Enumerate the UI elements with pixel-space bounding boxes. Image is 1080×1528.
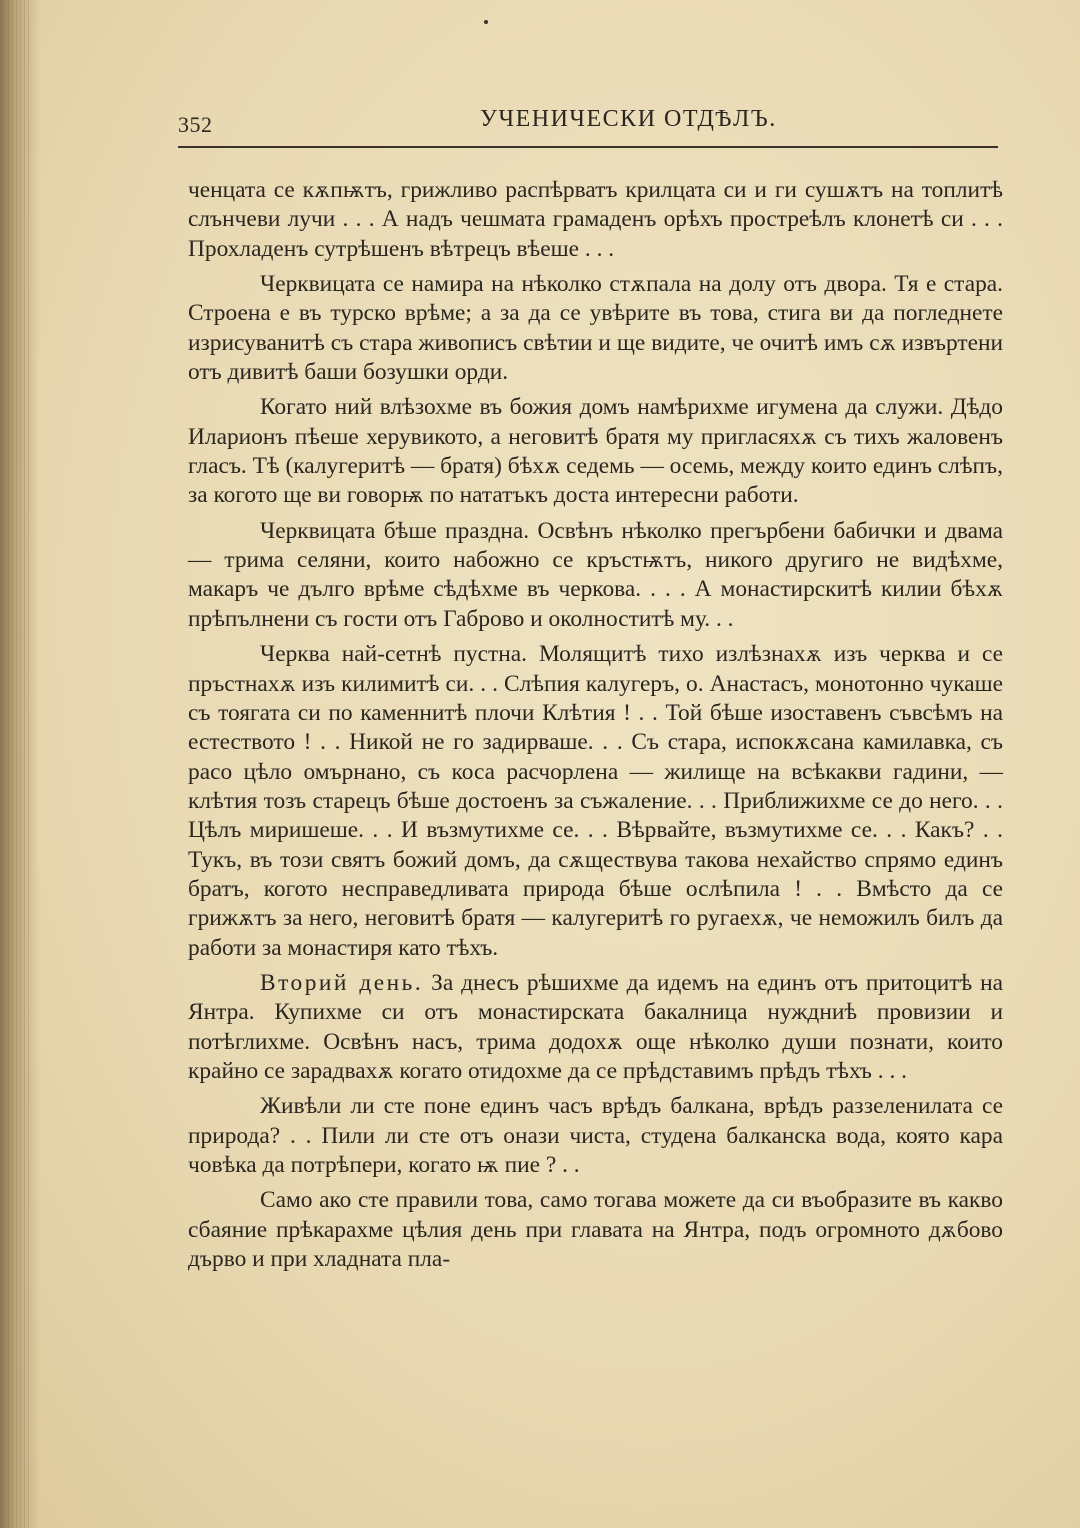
paragraph: Когато ний влѣзохме въ божия домъ намѣрихме игумена да служи. Дѣдо Иларионъ пѣеше херувикото, а неговитѣ братя му пригласяхѫ съ тихъ жаловенъ гласъ. Тѣ (калугеритѣ — братя) бѣхѫ седемь — осемь, между които единъ слѣпъ, за когото ще ви говорѭ по нататъкъ доста интересни работи.	[188, 394, 1003, 509]
section-text: За днесъ рѣшихме да идемъ на единъ отъ притоцитѣ на Янтра. Купихме си отъ монастирската бакалница нуждниѣ провизии и потѣглихме. Освѣнъ насъ, трима додохѫ още нѣколко души познати, които крайно се зарадвахѫ когато отидохме да се прѣдставимъ прѣдъ тѣхъ . . .	[188, 969, 1004, 1084]
running-title: УЧЕНИЧЕСКИ ОТДѢЛЪ.	[480, 106, 777, 132]
paragraph-section	[188, 969, 1003, 1086]
paragraph: Черква най-сетнѣ пустна. Молящитѣ тихо излѣзнахѫ изъ черква и се пръстнахѫ изъ килимитѣ си. . . Слѣпия калугеръ, о. Анастасъ, монотонно чукаше съ тоягата си по каменнитѣ плочи Клѣтия ! . . Той бѣше изоставенъ съвсѣмъ на естеството ! . . Никой не го задирваше. . . Съ стара, испокѫсана камилавка, съ расо цѣло омърнано, съ коса расчорлена — жилище на всѣкакви гадини, — клѣтия тозъ старецъ бѣше достоенъ за съжаление. . . Приближихме се до него. . . Цѣлъ миришеше. . . И възмутихме се. . . Вѣрвайте, възмутихме се. . . Какъ? . . Тукъ, въ този святъ божий домъ, да сѫществува такова нехайство спрямо единъ братъ, когото несправедливата природа бѣше ослѣпила ! . . Вмѣсто да се грижѫтъ за него, неговитѣ братя — калугеритѣ го ругаехѫ, че неможилъ билъ да работи за монастиря като тѣхъ.	[188, 641, 1003, 961]
body-text	[188, 176, 1003, 1280]
paragraph: Само ако сте правили това, само тогава можете да си въобразите въ какво сбаяние прѣкарахме цѣлия день при главата на Янтра, подъ огромното дѫбово дърво и при хладната пла-	[188, 1187, 1003, 1273]
page-header	[178, 106, 998, 146]
paragraph: Черквицата се намира на нѣколко стѫпала на долу отъ двора. Тя е стара. Строена е въ турско врѣме; а за да се увѣрите въ това, стига ви да погледнете изрисуванитѣ съ стара живописъ свѣтии и ще видите, че очитѣ имъ сѫ извъртени отъ дивитѣ баши бозушки орди.	[188, 271, 1003, 386]
print-speck	[484, 20, 488, 24]
section-lead: Вторий день.	[260, 969, 424, 996]
page-number: 352	[178, 112, 213, 137]
page-edge-lines	[8, 0, 32, 1528]
paragraph: ченцата се кѫпѭтъ, грижливо распѣрватъ крилцата си и ги сушѫтъ на топлитѣ слънчеви лучи . . . А надъ чешмата грамаденъ орѣхъ простреѣлъ клонетѣ си . . . Прохладенъ сутрѣшенъ вѣтрецъ вѣеше . . .	[188, 177, 1003, 262]
paragraph: Живѣли ли сте поне единъ часъ врѣдъ балкана, врѣдъ раззеленилата се природа? . . Пили ли сте отъ онази чиста, студена балканска вода, която кара човѣка да потрѣпери, когато ѭ пие ? . .	[188, 1093, 1003, 1178]
header-rule	[178, 146, 998, 148]
paragraph: Черквицата бѣше праздна. Освѣнъ нѣколко прегърбени бабички и двама — трима селяни, които набожно се кръстѭтъ, никого другиго не видѣхме, макаръ че дълго врѣме сѣдѣхме въ черкова. . . . А монастирскитѣ килии бѣхѫ прѣпълнени съ гости отъ Габрово и околноститѣ му. . .	[188, 517, 1003, 632]
